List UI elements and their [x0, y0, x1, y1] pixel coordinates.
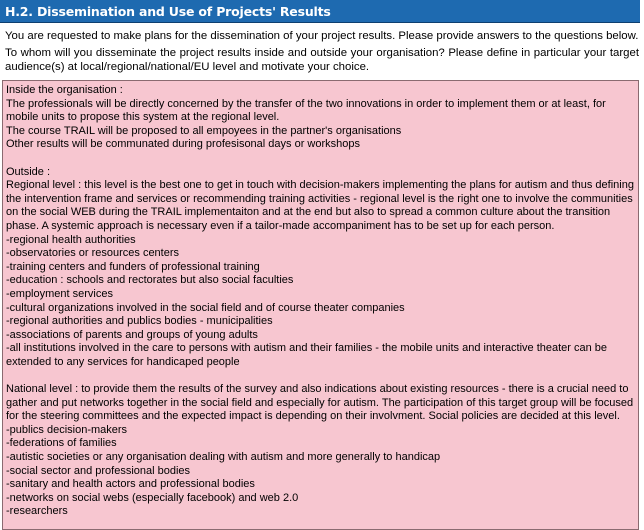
answer-line: -education : schools and rectorates but also social faculties	[6, 274, 294, 287]
question-text: To whom will you disseminate the project results inside and outside your organisation? Please define in particular your target audience(s) at local/regional/national/EU level and motivate your choice.	[5, 47, 639, 73]
answer-line: -federations of families	[6, 437, 117, 450]
answer-blank-line	[6, 369, 635, 383]
answer-line: -regional health authorities	[6, 233, 136, 246]
answer-line: The course TRAIL will be proposed to all empoyees in the partner's organisations	[6, 124, 402, 137]
answer-line: -all institutions involved in the care to persons with autism and their families - the mobile units and interactive theater can be extended to any services for handicaped people	[6, 342, 611, 368]
answer-line: -researchers	[6, 505, 68, 518]
answer-line: -associations of parents and groups of young adults	[6, 328, 258, 341]
answer-line: Outside :	[6, 165, 51, 178]
answer-line: Regional level : this level is the best one to get in touch with decision-makers implementing the plans for autism and thus defining the intervention frame and services or recommending training activities - regional level is the right one to involve the communities on the social WEB during the TRAIL implementaiton and at the end but also to spread a common culture about the transition phase. A systemic approach is necessary even if a tailor-made accompaniment has to be set up for each person.	[6, 179, 638, 232]
answer-line: -social sector and professional bodies	[6, 464, 191, 477]
section-title: H.2. Dissemination and Use of Projects' Results	[5, 4, 331, 19]
answer-line: -observatories or resources centers	[6, 247, 180, 260]
answer-line: The professionals will be directly concerned by the transfer of the two innovations in order to implement them or at least, for mobile units to propose this system at the regional level.	[6, 97, 609, 124]
section-header	[0, 0, 640, 23]
answer-line: -employment services	[6, 287, 113, 300]
answer-blank-line	[6, 152, 635, 166]
answer-line: -autistic societies or any organisation dealing with autism and more generally to handicap	[6, 451, 441, 464]
answer-line: -regional authorities and publics bodies - municipalities	[6, 315, 273, 328]
answer-line: -publics decision-makers	[6, 423, 128, 436]
answer-line: Inside the organisation :	[6, 84, 123, 96]
answer-textarea[interactable]	[2, 80, 639, 530]
answer-line: -networks on social webs (especially facebook) and web 2.0	[6, 491, 299, 504]
answer-line: -cultural organizations involved in the social field and of course theater companies	[6, 301, 405, 314]
answer-line: Other results will be communated during profesisonal days or workshops	[6, 138, 360, 151]
intro-text: You are requested to make plans for the dissemination of your project results. Please provide answers to the questions below.	[5, 30, 639, 42]
answer-line: National level : to provide them the results of the survey and also indications about existing resources - there is a crucial need to gather and put networks together in the social field and especially for autism. The participation of this target group will be focused for the steering committees and the expected impact is depending on their involvment. Social policies are decided at this level.	[6, 383, 637, 423]
answer-line: -sanitary and health actors and professional bodies	[6, 478, 255, 491]
answer-line: -training centers and funders of professional training	[6, 260, 260, 273]
